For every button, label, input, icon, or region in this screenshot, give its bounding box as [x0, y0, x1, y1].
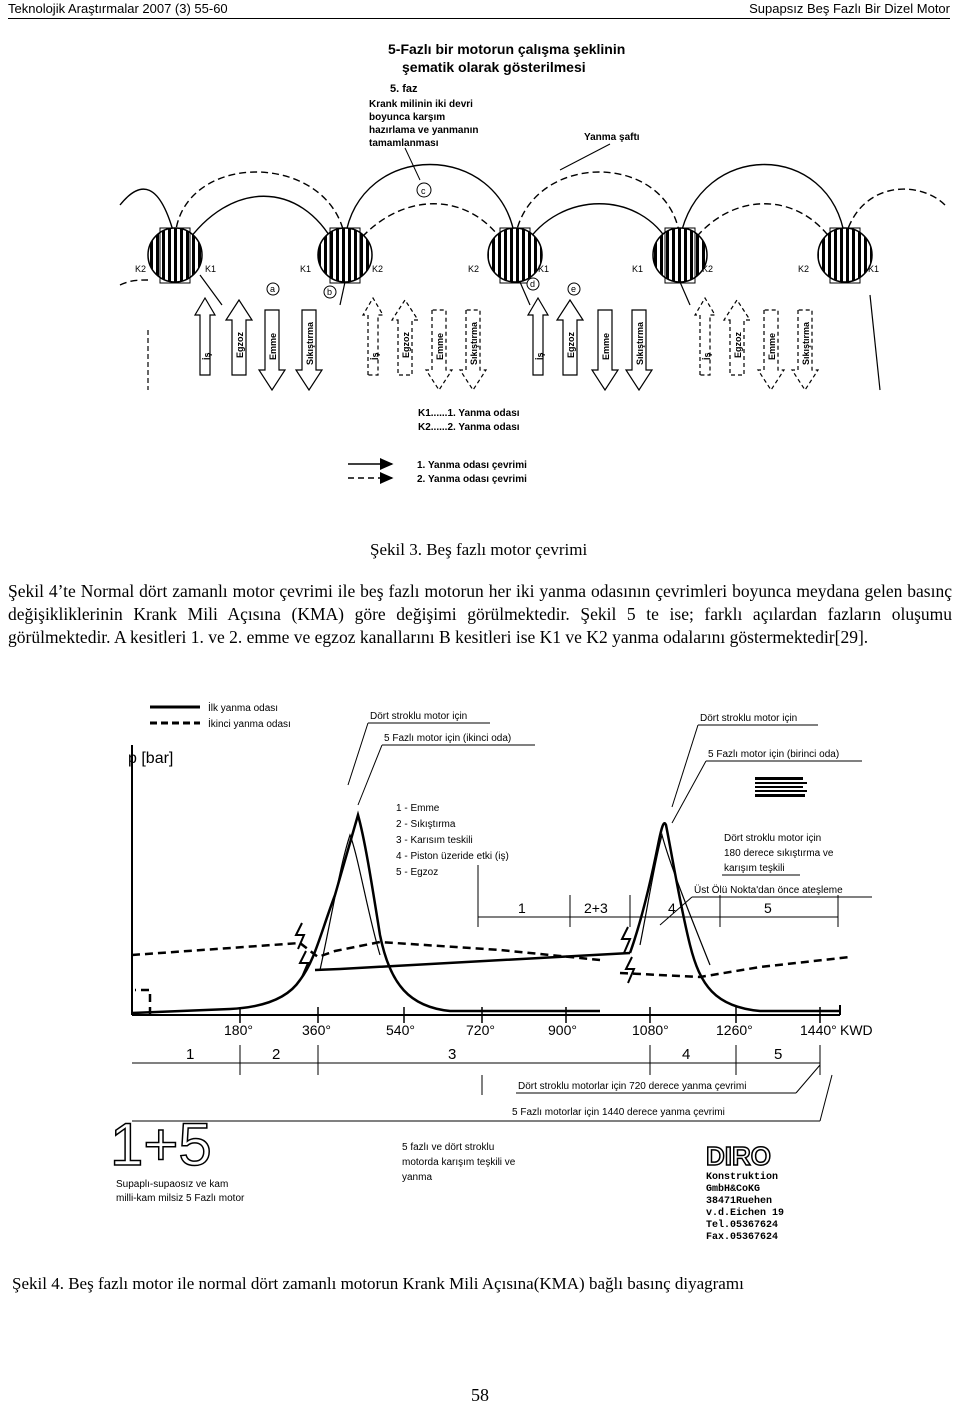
- figure-4-caption: Şekil 4. Beş fazlı motor ile normal dört zamanlı motorun Krank Mili Açısına(KMA) bağlı basınç diyagramı: [12, 1274, 744, 1293]
- fig3-phase-text-1: Krank milinin iki devri: [369, 99, 473, 110]
- svg-text:Konstruktion: Konstruktion: [706, 1172, 779, 1183]
- fig3-phase-leader: [405, 148, 420, 180]
- fig3-port-arrows: [195, 298, 818, 390]
- svg-text:e: e: [571, 284, 577, 294]
- fig4-pressure-curves: [132, 815, 850, 1015]
- svg-text:GmbH&CoKG: GmbH&CoKG: [706, 1184, 761, 1195]
- fig3-chamber-5: [818, 228, 872, 283]
- fig3-shaft-label: Yanma şaftı: [584, 132, 640, 143]
- fig4-label-four-stroke-right: Dört stroklu motor için: [700, 713, 798, 724]
- svg-text:3: 3: [448, 1046, 457, 1063]
- fig4-upper-segment-ticks: [478, 865, 838, 927]
- body-paragraph: Şekil 4’te Normal dört zamanlı motor çevrimi ile beş fazlı motorun her iki yanma odasının çevrimleri boyunca meydana gelen basınç değişikliklerinin Krank Mili Açısına (KMA) göre değişimi görülmektedir. Şekil 5 te ise; farklı açılardan fazların oluşumu görülmektedir. A kesitleri 1. ve 2. emme ve egzoz kanallarını B kesitleri ise K1 ve K2 yanma odalarını göstermektedir[29].: [8, 581, 952, 647]
- fig4-label-five-phase-second: 5 Fazlı motor için (ikinci oda): [384, 733, 512, 744]
- fig3-title-1: 5-Fazlı bir motorun çalışma şeklinin: [388, 41, 626, 57]
- svg-text:360°: 360°: [302, 1022, 331, 1038]
- fig3-legend-cycle2: 2. Yanma odası çevrimi: [417, 474, 527, 485]
- svg-text:K1: K1: [300, 264, 312, 274]
- svg-text:900°: 900°: [548, 1022, 577, 1038]
- svg-text:d: d: [530, 279, 536, 289]
- svg-text:v.d.Eichen 19: v.d.Eichen 19: [706, 1208, 785, 1219]
- fig4-stamp-lines: [706, 1171, 784, 1243]
- svg-text:5: 5: [774, 1046, 783, 1063]
- figure-3-schematic: [0, 30, 960, 520]
- fig4-big-logo: 1+5: [110, 1111, 212, 1178]
- svg-text:1260°: 1260°: [716, 1022, 753, 1038]
- svg-text:1440°: 1440°: [800, 1022, 837, 1038]
- fig4-note-3: karışım teşkili: [724, 863, 785, 874]
- svg-text:motorda karışım teşkili ve: motorda karışım teşkili ve: [402, 1157, 516, 1168]
- svg-text:K2: K2: [702, 264, 714, 274]
- svg-text:38471Ruehen: 38471Ruehen: [706, 1196, 773, 1207]
- svg-text:Emme: Emme: [268, 332, 278, 360]
- svg-text:Egzoz: Egzoz: [401, 332, 411, 358]
- fig4-ylabel: p [bar]: [128, 750, 174, 767]
- svg-text:2+3: 2+3: [584, 900, 608, 916]
- fig4-phase-list: [396, 803, 509, 878]
- figure-3-caption: Şekil 3. Beş fazlı motor çevrimi: [370, 540, 588, 559]
- header-rule: [8, 18, 950, 19]
- fig4-label-five-phase-first: 5 Fazlı motor için (birinci oda): [708, 749, 840, 760]
- svg-text:Egzoz: Egzoz: [733, 332, 743, 358]
- fig4-small-legend-block: [755, 777, 807, 797]
- svg-text:yanma: yanma: [402, 1172, 433, 1183]
- svg-text:K1: K1: [538, 264, 550, 274]
- svg-text:KWD: KWD: [840, 1022, 873, 1038]
- svg-text:5 - Egzoz: 5 - Egzoz: [396, 867, 439, 878]
- svg-text:İş: İş: [702, 352, 712, 360]
- svg-text:K2: K2: [135, 264, 147, 274]
- fig4-legend-first: İlk yanma odası: [208, 703, 279, 714]
- figure-4-pressure-diagram: [0, 695, 960, 1245]
- fig3-chamber-2: [318, 228, 372, 283]
- fig3-legend-cycle1: 1. Yanma odası çevrimi: [417, 460, 527, 471]
- svg-text:Sıkıştırma: Sıkıştırma: [635, 321, 645, 365]
- svg-text:K1: K1: [632, 264, 644, 274]
- fig4-center-note: [402, 1142, 516, 1183]
- page-number: 58: [471, 1385, 489, 1405]
- fig4-small-note-1: Supaplı-supaosız ve kam: [116, 1179, 229, 1190]
- svg-text:4: 4: [682, 1046, 691, 1063]
- svg-text:Sıkıştırma: Sıkıştırma: [305, 321, 315, 365]
- fig3-legend-k1: K1......1. Yanma odası: [418, 408, 520, 419]
- fig3-phase-text-2: boyunca karşım: [369, 112, 446, 123]
- svg-text:2 - Sıkıştırma: 2 - Sıkıştırma: [396, 819, 456, 830]
- fig4-stamp-title: DIRO: [706, 1141, 771, 1171]
- svg-text:İş: İş: [370, 352, 380, 360]
- fig4-tdc-label: Üst Ölü Nokta'dan önce ateşleme: [694, 885, 843, 896]
- svg-text:K1: K1: [205, 264, 217, 274]
- fig3-phase-text-4: tamamlanması: [369, 138, 439, 149]
- svg-text:3 - Karısım teskili: 3 - Karısım teskili: [396, 835, 473, 846]
- fig4-lower-segment-labels: [186, 1046, 782, 1063]
- fig4-spark-icons: [296, 923, 634, 983]
- header-journal: Teknolojik Araştırmalar 2007 (3) 55-60: [8, 1, 228, 16]
- svg-text:Emme: Emme: [601, 332, 611, 360]
- svg-text:540°: 540°: [386, 1022, 415, 1038]
- svg-text:Emme: Emme: [767, 332, 777, 360]
- svg-text:Egzoz: Egzoz: [566, 332, 576, 358]
- fig4-note-2: 180 derece sıkıştırma ve: [724, 848, 834, 859]
- svg-text:720°: 720°: [466, 1022, 495, 1038]
- svg-text:İş: İş: [202, 352, 212, 360]
- fig3-circle-c: [417, 183, 431, 197]
- svg-text:Egzoz: Egzoz: [235, 332, 245, 358]
- running-header: [0, 0, 960, 22]
- fig3-title-2: şematik olarak gösterilmesi: [402, 59, 586, 75]
- svg-text:180°: 180°: [224, 1022, 253, 1038]
- svg-text:4 - Piston üzeride etki (iş): 4 - Piston üzeride etki (iş): [396, 851, 509, 862]
- fig4-small-note-2: milli-kam milsiz 5 Fazlı motor: [116, 1193, 245, 1204]
- svg-text:a: a: [270, 284, 276, 294]
- svg-text:1: 1: [518, 900, 526, 916]
- header-title: Supapsız Beş Fazlı Bir Dizel Motor: [749, 1, 950, 16]
- fig4-span-720: Dört stroklu motorlar için 720 derece yanma çevrimi: [518, 1081, 747, 1092]
- fig3-legend-k2: K2......2. Yanma odası: [418, 422, 520, 433]
- svg-text:1 - Emme: 1 - Emme: [396, 803, 440, 814]
- svg-text:b: b: [327, 287, 333, 297]
- fig4-span-1440: 5 Fazlı motorlar için 1440 derece yanma çevrimi: [512, 1107, 725, 1118]
- svg-text:İş: İş: [535, 352, 545, 360]
- fig3-phase-title: 5. faz: [390, 83, 418, 95]
- fig3-chamber-3: [488, 228, 542, 283]
- svg-text:K1: K1: [868, 264, 880, 274]
- fig4-x-tick-labels: [224, 1022, 873, 1038]
- svg-text:Sıkıştırma: Sıkıştırma: [801, 321, 811, 365]
- fig4-note-1: Dört stroklu motor için: [724, 833, 822, 844]
- fig3-chamber-4: [653, 228, 707, 283]
- fig4-lower-segment-ticks: [240, 1045, 820, 1075]
- svg-text:4: 4: [668, 900, 676, 916]
- fig3-chamber-1: [148, 228, 202, 283]
- svg-text:5 fazlı ve dört stroklu: 5 fazlı ve dört stroklu: [402, 1142, 495, 1153]
- fig3-circle-labels: [267, 278, 580, 298]
- fig3-port-labels: [202, 321, 811, 365]
- svg-text:c: c: [421, 186, 426, 196]
- svg-text:K2: K2: [798, 264, 810, 274]
- fig4-label-four-stroke-left: Dört stroklu motor için: [370, 711, 468, 722]
- svg-text:Sıkıştırma: Sıkıştırma: [469, 321, 479, 365]
- svg-text:2: 2: [272, 1046, 281, 1063]
- svg-text:Fax.05367624: Fax.05367624: [706, 1232, 779, 1243]
- fig4-legend-second: İkinci yanma odası: [208, 719, 291, 730]
- svg-text:K2: K2: [372, 264, 384, 274]
- svg-text:Emme: Emme: [435, 332, 445, 360]
- svg-text:K2: K2: [468, 264, 480, 274]
- svg-text:1: 1: [186, 1046, 195, 1063]
- svg-text:5: 5: [764, 900, 772, 916]
- svg-text:Tel.05367624: Tel.05367624: [706, 1220, 779, 1231]
- fig3-phase-text-3: hazırlama ve yanmanın: [369, 125, 479, 136]
- fig3-shaft-leader: [560, 144, 610, 170]
- svg-text:1080°: 1080°: [632, 1022, 669, 1038]
